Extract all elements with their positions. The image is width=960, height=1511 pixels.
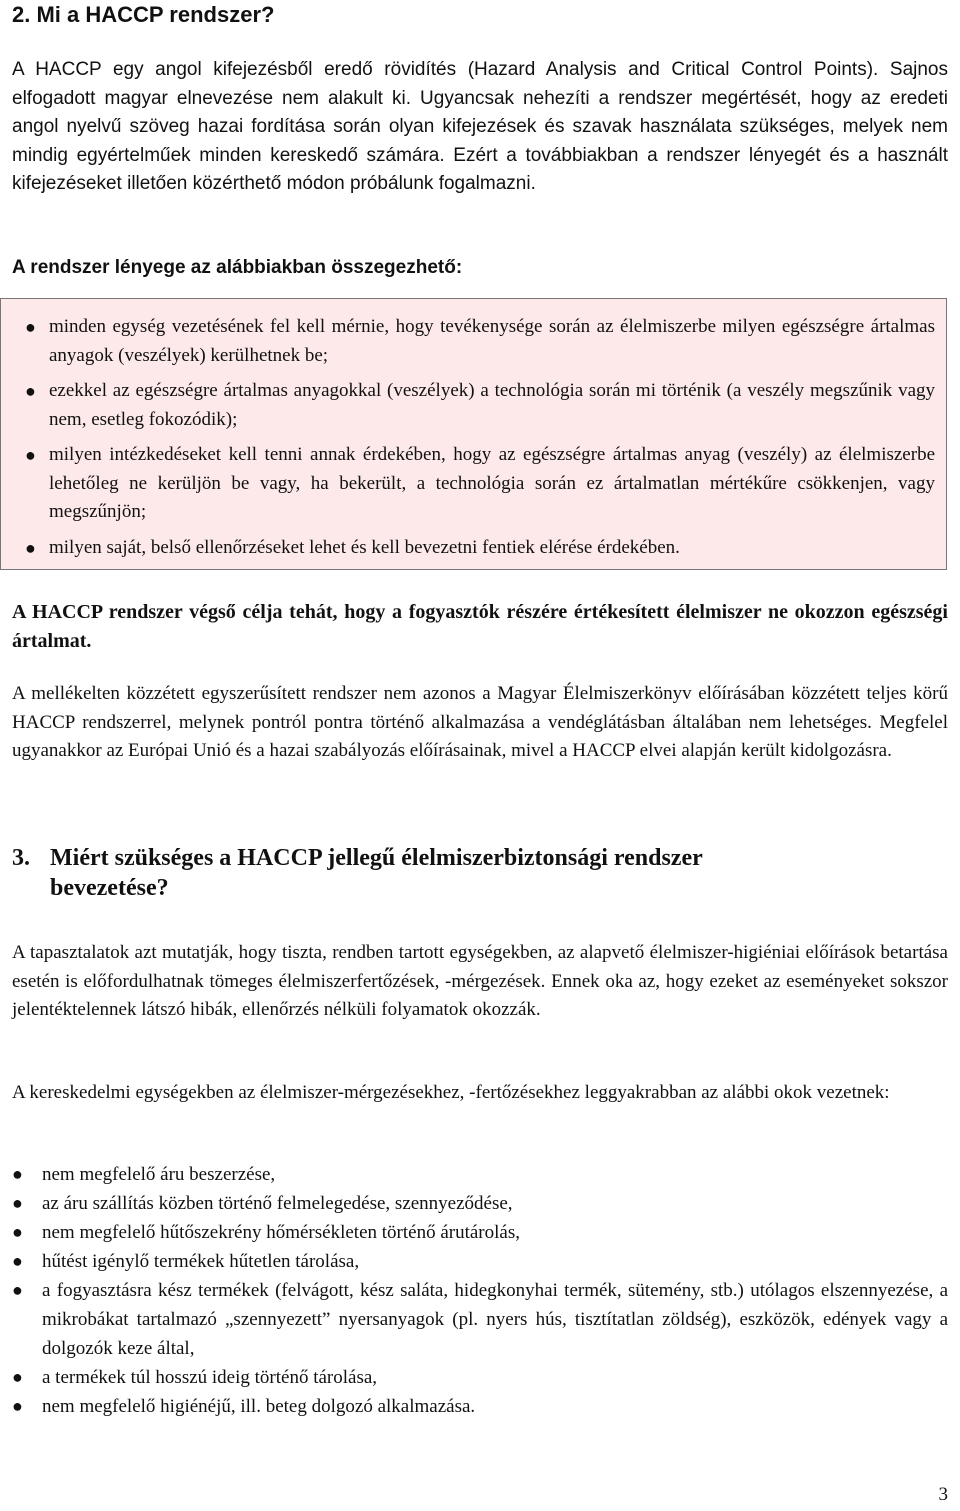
essence-box xyxy=(0,298,947,570)
list-item: ● az áru szállítás közben történő felmelegedése, szennyeződése, xyxy=(12,1189,948,1218)
attached-block xyxy=(12,680,948,766)
page-number: 3 xyxy=(938,1484,948,1505)
goal-block xyxy=(12,598,948,655)
list-item: ● nem megfelelő áru beszerzése, xyxy=(12,1160,948,1189)
causes-intro-block xyxy=(12,1079,948,1108)
list-item: ● nem megfelelő higiénéjű, ill. beteg dolgozó alkalmazása. xyxy=(12,1392,948,1421)
bullet-icon: ● xyxy=(12,1396,23,1416)
causes-intro-paragraph: A kereskedelmi egységekben az élelmiszer-mérgezésekhez, -fertőzésekhez leggyakrabban az alábbi okok vezetnek: xyxy=(12,1082,890,1103)
bullet-icon: ● xyxy=(12,1280,23,1300)
bullet-icon: ● xyxy=(25,537,36,558)
section-3-number: 3. xyxy=(12,845,30,871)
bullet-icon: ● xyxy=(12,1367,23,1387)
list-item: ● nem megfelelő hűtőszekrény hőmérsékleten történő árutárolás, xyxy=(12,1218,948,1247)
section-3-heading xyxy=(12,843,892,903)
attached-paragraph: A mellékelten közzétett egyszerűsített rendszer nem azonos a Magyar Élelmiszerkönyv előírásában közzétett teljes körű HACCP rendszerrel, melynek pontról pontra történő alkalmazása a vendéglátásban általában nem lehetséges. Megfelel ugyanakkor az Európai Unió és a hazai szabályozás előírásainak, mivel a HACCP elvei alapján került kidolgozásra. xyxy=(12,683,948,761)
summary-heading-block xyxy=(12,254,948,283)
bullet-icon: ● xyxy=(25,381,36,401)
bullet-icon: ● xyxy=(25,317,36,337)
intro-paragraph: A HACCP egy angol kifejezésből eredő rövidítés (Hazard Analysis and Critical Control Points). Sajnos elfogadott magyar elnevezése nem alakult ki. Ugyancsak nehezíti a rendszer megértését, hogy az eredeti angol nyelvű szöveg hazai fordítása során olyan kifejezések és szavak használata szükséges, melyek nem mindig egyértelműek minden kereskedő számára. Ezért a továbbiakban a rendszer lényegét és a használt kifejezéseket illetően közérthető módon próbálunk fogalmazni. xyxy=(12,59,948,194)
experience-block xyxy=(12,939,948,1025)
section-3-heading-line1: Miért szükséges a HACCP jellegű élelmiszerbiztonsági rendszer xyxy=(50,845,703,871)
summary-heading: A rendszer lényege az alábbiakban összegezhető: xyxy=(12,257,463,278)
bullet-icon: ● xyxy=(12,1222,23,1242)
intro-block xyxy=(12,56,948,199)
list-item: ● a termékek túl hosszú ideig történő tárolása, xyxy=(12,1363,948,1392)
section-3-heading-line2: bevezetése? xyxy=(50,875,169,901)
list-item: ● milyen intézkedéseket kell tenni annak érdekében, hogy az egészségre ártalmas anyag (veszély) az élelmiszerbe lehetőleg ne kerüljön be vagy, ha bekerült, a technológia során ez ártalmatlan mértékűre csökkenjen, vagy megszűnjön; xyxy=(25,441,935,527)
list-item: ● ezekkel az egészségre ártalmas anyagokkal (veszélyek) a technológia során mi történik (a veszély megszűnik vagy nem, esetleg fokozódik); xyxy=(25,377,935,434)
list-item: ● milyen saját, belső ellenőrzéseket lehet és kell bevezetni fentiek elérése érdekében. xyxy=(25,534,935,563)
list-item: ● a fogyasztásra kész termékek (felvágott, kész saláta, hidegkonyhai termék, sütemény, stb.) utólagos elszennyezése, a mikrobákat tartalmazó „szennyezett” nyersanyagok (pl. nyers hús, tisztítatlan zöldség), eszközök, edények vagy a dolgozók keze által, xyxy=(12,1276,948,1363)
goal-statement: A HACCP rendszer végső célja tehát, hogy a fogyasztók részére értékesített élelmiszer ne okozzon egészségi ártalmat. xyxy=(12,601,948,652)
list-item: ● minden egység vezetésének fel kell mérnie, hogy tevékenysége során az élelmiszerbe milyen egészségre ártalmas anyagok (veszélyek) kerülhetnek be; xyxy=(25,313,935,370)
bullet-icon: ● xyxy=(12,1251,23,1271)
section-2-heading: 2. Mi a HACCP rendszer? xyxy=(12,2,275,27)
bullet-icon: ● xyxy=(12,1164,23,1184)
experience-paragraph: A tapasztalatok azt mutatják, hogy tiszta, rendben tartott egységekben, az alapvető élelmiszer-higiéniai előírások betartása esetén is előfordulhatnak tömeges élelmiszerfertőzések, -mérgezések. Ennek oka az, hogy ezeket az eseményeket sokszor jelentéktelennek látszó hibák, ellenőrzés nélküli folyamatok okozzák. xyxy=(12,942,948,1020)
list-item: ● hűtést igénylő termékek hűtetlen tárolása, xyxy=(12,1247,948,1276)
causes-list xyxy=(12,1160,948,1421)
essence-list xyxy=(25,313,935,569)
bullet-icon: ● xyxy=(12,1193,23,1213)
bullet-icon: ● xyxy=(25,445,36,465)
